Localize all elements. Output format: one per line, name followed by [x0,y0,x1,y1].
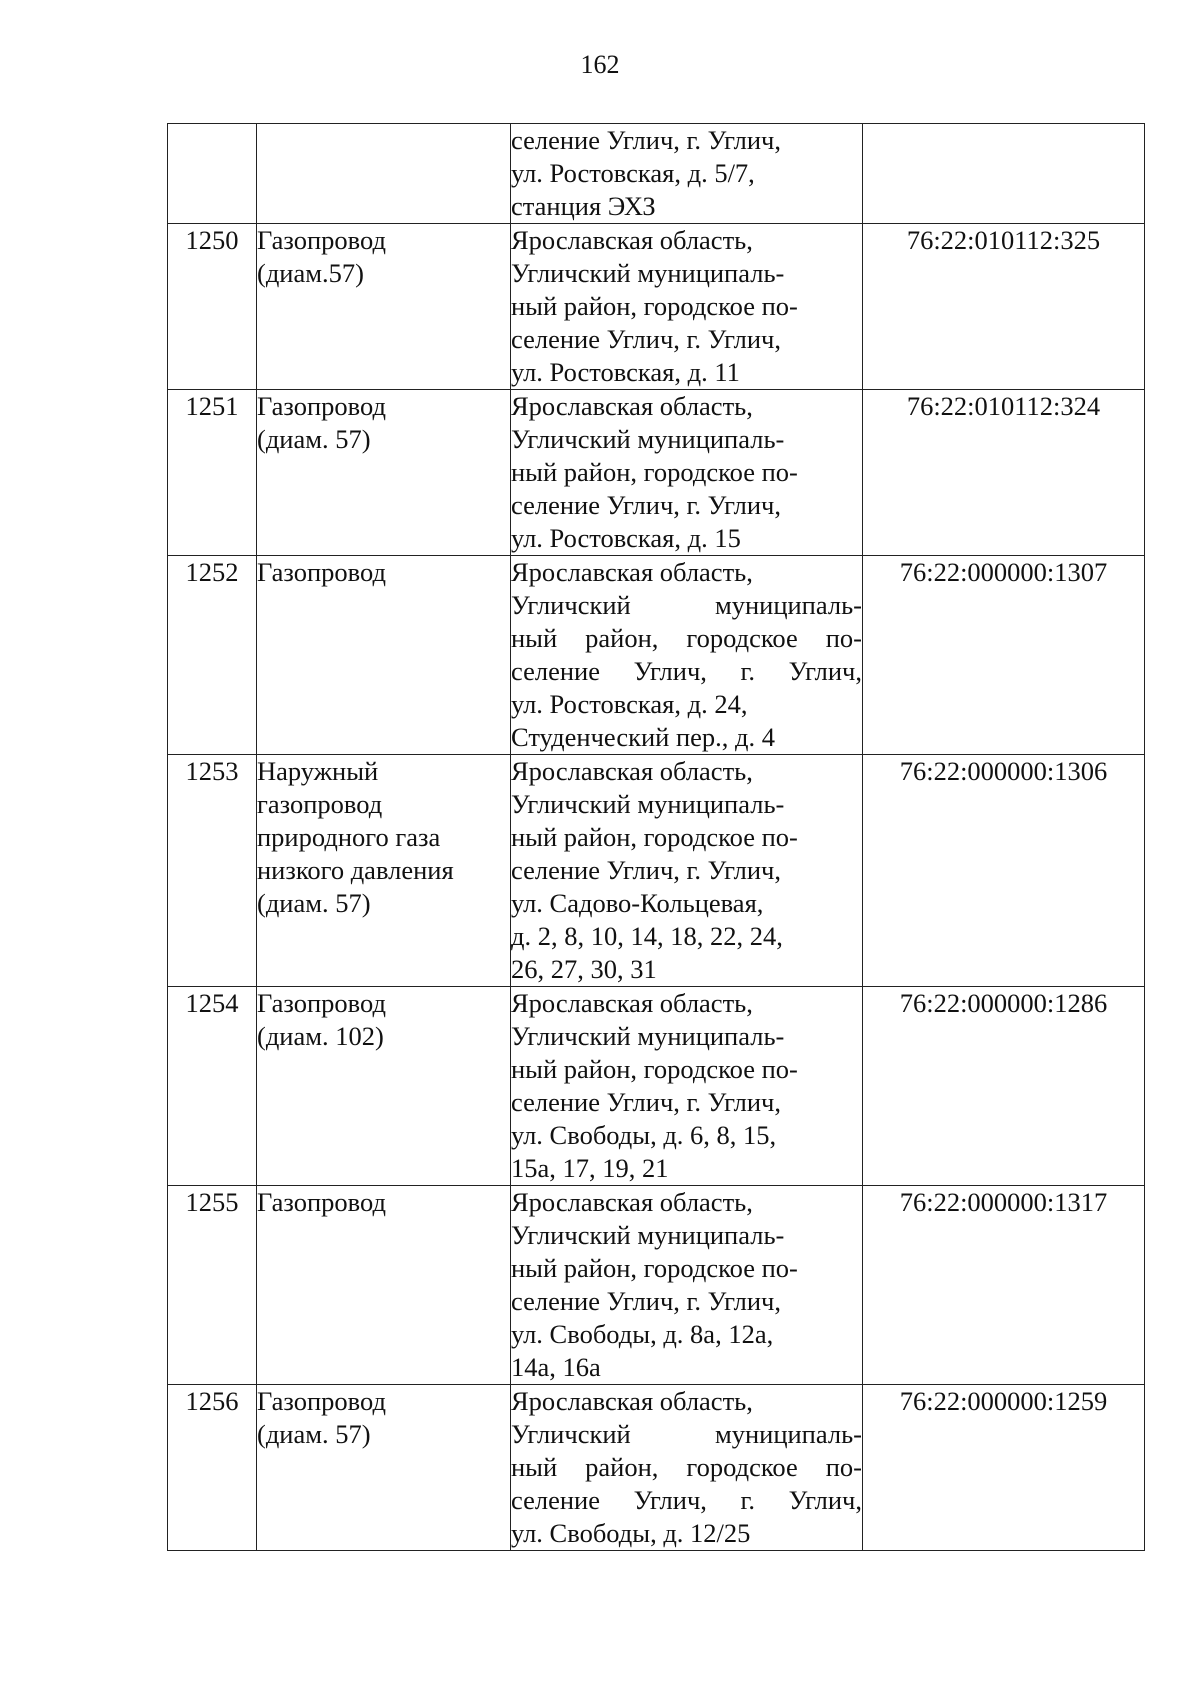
address-line: селение Углич, г. Углич, [511,125,781,155]
object-name-line: (диам. 57) [257,424,371,454]
address-line: селение Углич, г. Углич, [511,1087,781,1117]
object-name-line: Газопровод [257,988,386,1018]
registry-table [167,123,1145,1551]
object-name-line: Газопровод [257,1386,386,1416]
object-name-cell [257,755,511,987]
address-line: ный район, городское по- [511,1054,798,1084]
address-cell [511,1186,863,1385]
address-line: Ярославская область, [511,557,753,587]
address-cell [511,987,863,1186]
object-name-cell [257,124,511,224]
address-line: селение Углич, г. Углич, [511,324,781,354]
object-name-cell [257,224,511,390]
address-line: ул. Свободы, д. 8а, 12а, [511,1319,774,1349]
object-name-line: природного газа [257,822,441,852]
table-row [168,755,1145,987]
table-row [168,1385,1145,1551]
address-line: Угличский муниципаль- [511,590,862,620]
row-number-cell: 1250 [168,224,257,390]
address-line: ный район, городское по- [511,822,798,852]
row-number-cell: 1254 [168,987,257,1186]
object-name-line: Наружный [257,756,379,786]
table-row [168,124,1145,224]
object-name-line: Газопровод [257,391,386,421]
page-number: 162 [580,50,620,79]
address-line: 15а, 17, 19, 21 [511,1153,669,1183]
table-row [168,1186,1145,1385]
object-name-cell [257,987,511,1186]
address-line: селение Углич, г. Углич, [511,1485,862,1515]
object-name-cell [257,556,511,755]
address-line: ул. Свободы, д. 6, 8, 15, [511,1120,777,1150]
object-name-line: газопровод [257,789,383,819]
row-number-cell [168,124,257,224]
address-line: Угличский муниципаль- [511,424,785,454]
cadastral-number-cell: 76:22:000000:1317 [863,1186,1145,1385]
address-line: д. 2, 8, 10, 14, 18, 22, 24, [511,921,783,951]
object-name-line: (диам.57) [257,258,364,288]
address-line: Ярославская область, [511,756,753,786]
object-name-line: низкого давления [257,855,454,885]
table-row [168,224,1145,390]
address-line: ул. Ростовская, д. 15 [511,523,741,553]
cadastral-number-cell: 76:22:010112:325 [863,224,1145,390]
address-line: Студенческий пер., д. 4 [511,722,775,752]
address-line: ул. Свободы, д. 12/25 [511,1518,751,1548]
address-line: Ярославская область, [511,1386,753,1416]
cadastral-number-cell [863,124,1145,224]
cadastral-number-cell: 76:22:000000:1286 [863,987,1145,1186]
address-line: Угличский муниципаль- [511,258,785,288]
cadastral-number-cell: 76:22:000000:1307 [863,556,1145,755]
registry-table-body [168,124,1145,1551]
address-line: ный район, городское по- [511,457,798,487]
object-name-cell [257,1186,511,1385]
address-line: ный район, городское по- [511,1253,798,1283]
address-line: Угличский муниципаль- [511,789,785,819]
object-name-line: (диам. 57) [257,1419,371,1449]
address-line: ный район, городское по- [511,1452,862,1482]
row-number-cell: 1256 [168,1385,257,1551]
address-line: селение Углич, г. Углич, [511,490,781,520]
address-line: ул. Ростовская, д. 24, [511,689,748,719]
address-line: ул. Ростовская, д. 5/7, [511,158,755,188]
row-number-cell: 1253 [168,755,257,987]
address-line: селение Углич, г. Углич, [511,656,862,686]
address-line: Ярославская область, [511,391,753,421]
object-name-line: Газопровод [257,1187,386,1217]
address-line: селение Углич, г. Углич, [511,1286,781,1316]
object-name-line: (диам. 102) [257,1021,384,1051]
address-line: станция ЭХЗ [511,191,656,221]
address-line: Ярославская область, [511,1187,753,1217]
object-name-line: Газопровод [257,557,386,587]
row-number-cell: 1255 [168,1186,257,1385]
cadastral-number-cell: 76:22:010112:324 [863,390,1145,556]
row-number-cell: 1252 [168,556,257,755]
cadastral-number-cell: 76:22:000000:1259 [863,1385,1145,1551]
object-name-cell [257,390,511,556]
address-cell [511,1385,863,1551]
table-row [168,987,1145,1186]
address-line: Ярославская область, [511,988,753,1018]
object-name-cell [257,1385,511,1551]
address-cell [511,755,863,987]
address-line: ул. Ростовская, д. 11 [511,357,740,387]
cadastral-number-cell: 76:22:000000:1306 [863,755,1145,987]
address-line: ный район, городское по- [511,623,862,653]
address-cell [511,124,863,224]
table-row [168,390,1145,556]
row-number-cell: 1251 [168,390,257,556]
address-cell [511,390,863,556]
table-row [168,556,1145,755]
address-cell [511,556,863,755]
address-line: селение Углич, г. Углич, [511,855,781,885]
address-line: Угличский муниципаль- [511,1021,785,1051]
address-line: 26, 27, 30, 31 [511,954,657,984]
address-line: Угличский муниципаль- [511,1220,785,1250]
address-line: Угличский муниципаль- [511,1419,862,1449]
object-name-line: (диам. 57) [257,888,371,918]
address-line: 14а, 16а [511,1352,601,1382]
object-name-line: Газопровод [257,225,386,255]
address-cell [511,224,863,390]
address-line: ный район, городское по- [511,291,798,321]
address-line: Ярославская область, [511,225,753,255]
address-line: ул. Садово-Кольцевая, [511,888,764,918]
